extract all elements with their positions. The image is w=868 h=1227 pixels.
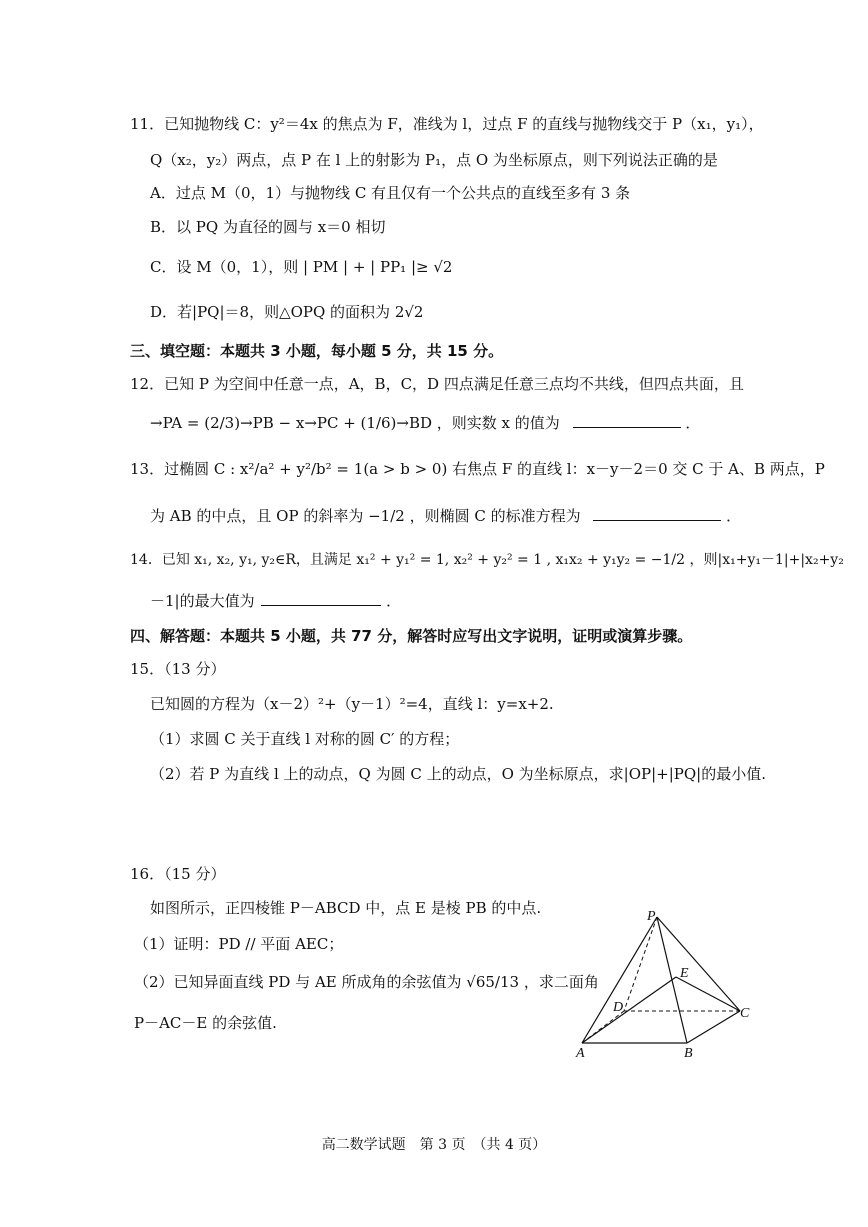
label-b: B [684,1046,693,1061]
q16-part1: （1）证明：PD // 平面 AEC； [134,935,344,953]
q11-option-b: B．以 PQ 为直径的圆与 x＝0 相切 [150,218,386,236]
q15-part2: （2）若 P 为直线 l 上的动点，Q 为圆 C 上的动点，O 为坐标原点，求|OP|+|PQ|的最小值. [150,765,766,783]
page-footer: 高二数学试题 第 3 页 （共 4 页） [321,1137,547,1153]
q11-option-a: A．过点 M（0，1）与抛物线 C 有且仅有一个公共点的直线至多有 3 条 [150,184,631,202]
q13-answer-blank[interactable] [593,506,721,521]
label-c: C [740,1006,750,1021]
label-a: A [576,1046,585,1061]
section-4-heading: 四、解答题：本题共 5 小题，共 77 分，解答时应写出文字说明，证明或演算步骤。 [130,627,693,645]
q13-end: ． [726,507,742,525]
q16-stem: 如图所示，正四棱锥 P－ABCD 中，点 E 是棱 PB 的中点. [150,899,542,917]
q15-part1: （1）求圆 C 关于直线 l 对称的圆 C′ 的方程； [150,730,460,748]
q11-option-c: C．设 M（0，1），则 | PM | + | PP₁ |≥ √2 [150,258,453,276]
q13-line1: 13．过椭圆 C : x²/a² + y²/b² = 1(a > b > 0) 右焦点 F 的直线 l：x－y－2＝0 交 C 于 A、B 两点，P [130,460,825,478]
q12-end: ． [685,414,701,432]
label-d: D [613,1000,624,1015]
q14-line2 [150,591,401,611]
q14-line1: 14．已知 x₁, x₂, y₁, y₂∈R，且满足 x₁² + y₁² = 1, x₂² + y₂² = 1 , x₁x₂ + y₁y₂ = −1/2 ，则|x₁+y₁－1|+|x₂+y₂ [130,552,844,568]
q14-answer-blank[interactable] [261,591,381,606]
q14-text: －1|的最大值为 [150,592,255,610]
edge-ad-hidden [582,1011,624,1043]
section-3-heading: 三、填空题：本题共 3 小题，每小题 5 分，共 15 分。 [130,342,504,360]
edge-bc [687,1011,740,1043]
segment-ae [582,977,676,1043]
q16-header: 16．（15 分） [130,865,226,883]
q11-line2: Q（x₂，y₂）两点，点 P 在 l 上的射影为 P₁，点 O 为坐标原点，则下列说法正确的是 [150,151,718,169]
q13-text: 为 AB 的中点，且 OP 的斜率为 −1/2 ，则椭圆 C 的标准方程为 [150,507,581,525]
edge-pc [657,917,740,1011]
q13-line2 [150,506,741,526]
q15-stem: 已知圆的方程为（x－2）²+（y－1）²=4，直线 l：y=x+2. [150,695,554,713]
label-p: P [647,909,656,924]
q12-expression: →PA = (2/3)→PB − x→PC + (1/6)→BD ，则实数 x 的值为 [150,414,560,432]
q16-part2: （2）已知异面直线 PD 与 AE 所成角的余弦值为 √65/13 ，求二面角 [134,973,599,991]
edge-pa [582,917,657,1043]
q12-line2 [150,413,700,433]
q12-line1: 12．已知 P 为空间中任意一点，A，B，C，D 四点满足任意三点均不共线，但四点共面，且 [130,375,744,393]
label-e: E [680,966,689,981]
q12-answer-blank[interactable] [573,413,681,428]
q15-header: 15．（13 分） [130,660,226,678]
segment-ec [676,977,740,1011]
q16-part2-continued: P－AC－E 的余弦值. [134,1014,277,1032]
q14-end: ． [386,592,402,610]
q11-line1: 11．已知抛物线 C：y²＝4x 的焦点为 F，准线为 l，过点 F 的直线与抛物线交于 P（x₁，y₁）， [130,115,764,133]
q11-option-d: D．若|PQ|＝8，则△OPQ 的面积为 2√2 [150,303,424,321]
pyramid-figure [572,905,758,1063]
